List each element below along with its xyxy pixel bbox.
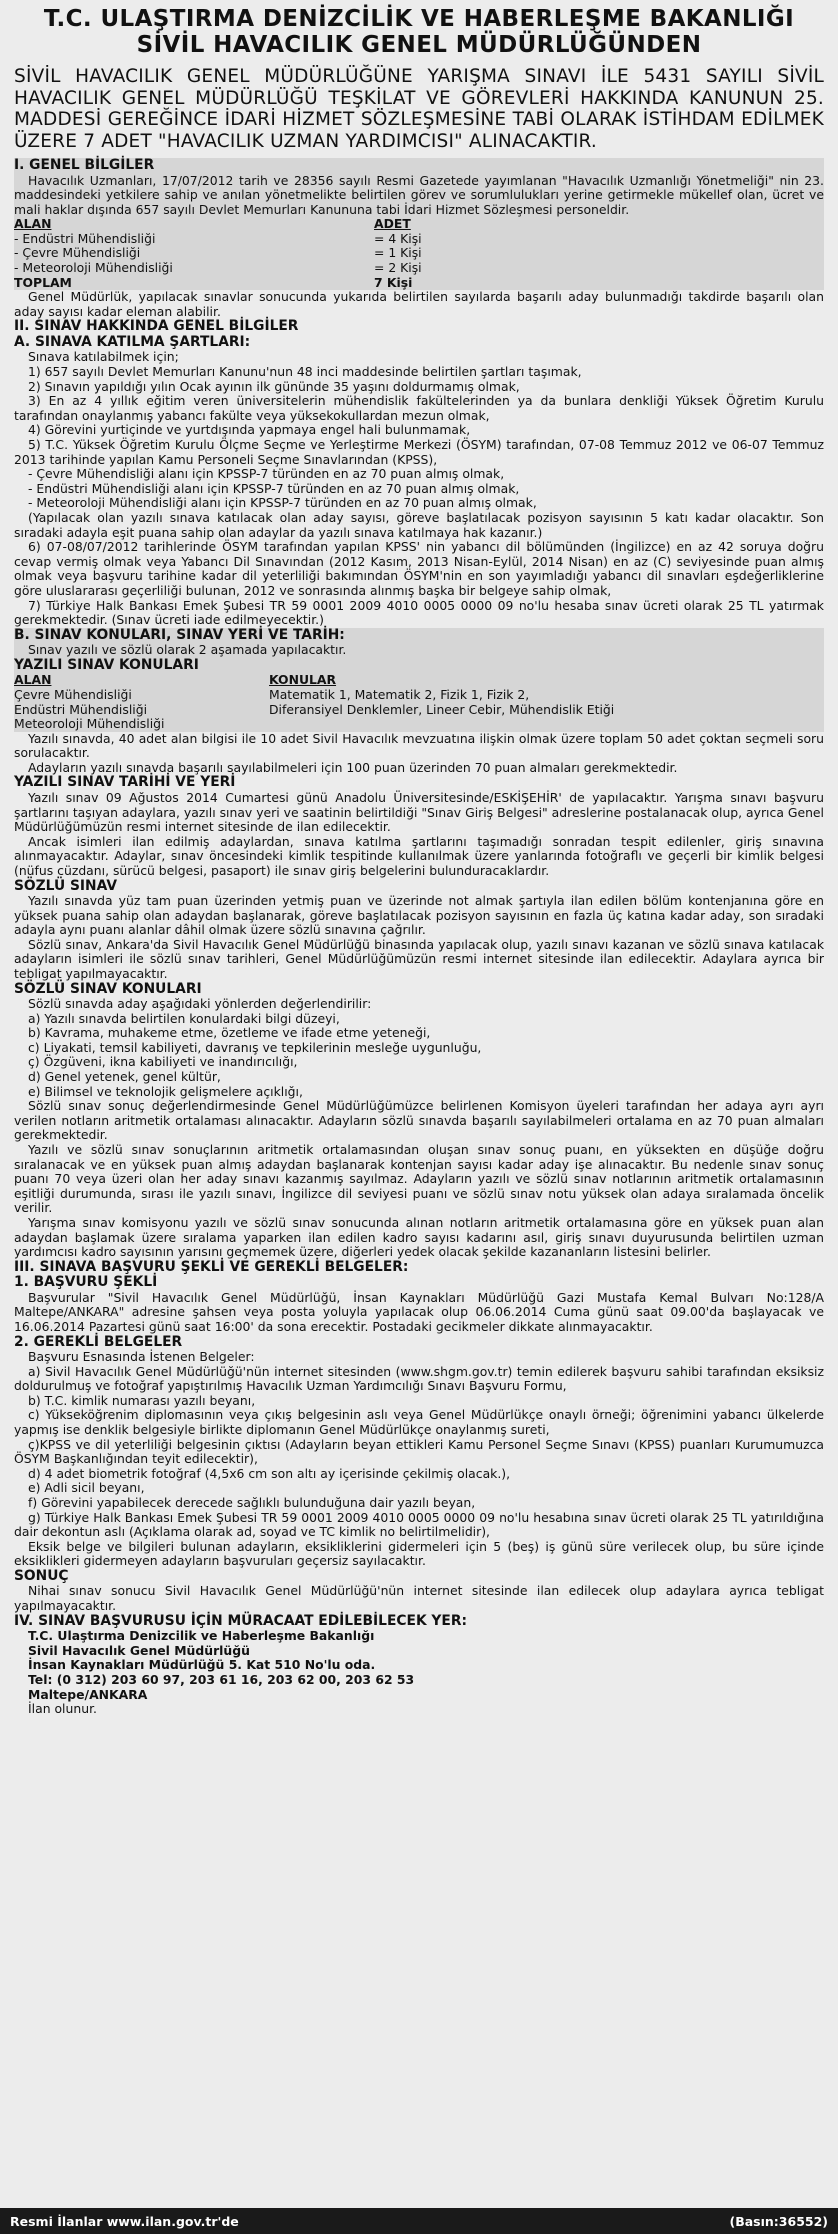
list-item: 7) Türkiye Halk Bankası Emek Şubesi TR 59 0001 2009 4010 0005 0000 09 no'lu hesaba sınav ücreti olarak 25 TL yatırmak gerekmektedir. (Sınav ücreti iade edilmeyecektir.) <box>14 597 824 628</box>
section-4-title: IV. SINAV BAŞVURUSU İÇİN MÜRACAAT EDİLEBİLECEK YER: <box>14 1612 467 1629</box>
list-item: - Çevre Mühendisliği alanı için KPSSP-7 türünden en az 70 puan almış olmak, <box>28 466 505 482</box>
oral-exam-text: Sözlü sınav, Ankara'da Sivil Havacılık Genel Müdürlüğü binasında yapılacak olup, yazılı sınavı kazanan ve sözlü sınava katılacak adayların isimleri ile sözlü sınav tarihleri, Genel Müdürlüğümüzün resmi internet sitesinde ilan edilecektir. Adaylara ayrıca bir tebligat yapılmayacaktır. <box>14 936 824 981</box>
exam-subjects-section <box>14 628 824 732</box>
positions-head-count: ADET <box>374 216 411 232</box>
list-item: Eksik belge ve bilgileri bulunan adayların, eksikliklerini gidermeleri için 5 (beş) iş günü süre verilecek olup, bu süre içinde eksiklikleri gidermeyen adayların başvuruları geçersiz sayılacaktır. <box>14 1538 824 1569</box>
table-row <box>14 717 714 732</box>
oral-subjects-text: Sözlü sınav sonuç değerlendirmesinde Genel Müdürlüğümüzce belirlenen Komisyon üyeleri tarafından her adaya ayrı ayrı verilen notların aritmetik ortalaması alınacaktır. Adayların sözlü sınavda başarılı sayılabilmeleri ortalama en az 70 puan almaları gerekmektedir. <box>14 1098 824 1143</box>
list-item: - Endüstri Mühendisliği alanı için KPSSP-7 türünden en az 70 puan almış olmak, <box>28 480 520 496</box>
section-3-title: III. SINAVA BAŞVURU ŞEKLİ VE GEREKLİ BELGELER: <box>14 1258 409 1275</box>
oral-subjects-text: Yarışma sınav komisyonu yazılı ve sözlü sınav sonucunda alınan notların aritmetik ortalamasına göre en yüksek puan alan adaydan başlamak üzere sıralama yaparken ilan edilen kadro sayısı kadarını asıl, giriş sınavı duyurusunda belirtilen uzman yardımcısı kadro sayısının yarısını geçmemek üzere, diğerleri yedek olacak şekilde kazananların listesini belirler. <box>14 1215 824 1260</box>
contact-line: T.C. Ulaştırma Denizcilik ve Haberleşme Bakanlığı <box>28 1628 375 1644</box>
list-item: c) Liyakati, temsil kabiliyeti, davranış ve tepkilerinin mesleğe uygunluğu, <box>28 1039 482 1055</box>
oral-exam-text: Yazılı sınavda yüz tam puan üzerinden yetmiş puan ve üzerinde not almak şartıyla ilan edilen bölüm kontenjanına göre en yüksek puana sahip olan adaydan başlanarak, göreve başlatılacak pozisyon sayısının en fazla üç katına kadar aday, son sıradaki adayla aynı puanı alanlar dâhil olmak üzere sözlü sınavına çağrılır. <box>14 893 824 938</box>
list-item: b) T.C. kimlik numarası yazılı beyanı, <box>28 1392 256 1408</box>
lead-paragraph: SİVİL HAVACILIK GENEL MÜDÜRLÜĞÜNE YARIŞMA SINAVI İLE 5431 SAYILI SİVİL HAVACILIK GENEL MÜDÜRLÜĞÜ TEŞKİLAT VE GÖREVLERİ HAKKINDA KANUNUN 25. MADDESİ GEREĞİNCE İDARİ HİZMET SÖZLEŞMESİNE TABİ OLARAK İSTİHDAM EDİLMEK ÜZERE 7 ADET "HAVACILIK UZMAN YARDIMCISI" ALINACAKTIR. <box>14 66 824 152</box>
positions-cell: = 2 Kişi <box>374 260 422 276</box>
oral-subjects-intro: Sözlü sınavda aday aşağıdaki yönlerden değerlendirilir: <box>28 996 372 1012</box>
written-exam-date-title: YAZILI SINAV TARİHİ VE YERİ <box>14 774 236 791</box>
contact-line: Maltepe/ANKARA <box>28 1686 148 1702</box>
list-item: 4) Görevini yurtiçinde ve yurtdışında yapmaya engel hali bulunmamak, <box>28 422 471 438</box>
subjects-cell <box>269 717 714 732</box>
section-1-text: Havacılık Uzmanları, 17/07/2012 tarih ve 28356 sayılı Resmi Gazetede yayımlanan "Havacılık Uzmanlığı Yönetmeliği" nin 23. maddesindeki yetkilere sahip ve anılan yönetmelikte belirtilen görev ve sorumlulukları yerine getirmekle mükellef olan, ücret ve mali haklar dışında 657 sayılı Devlet Memurları Kanununa tabi İdari Hizmet Sözleşmesi personeldir. <box>14 172 824 217</box>
table-row <box>14 276 574 291</box>
written-exam-date-text: Ancak isimleri ilan edilmiş adaylardan, sınava katılma şartlarını taşımadığı sonradan tespit edilenler, giriş sınavına alınmayacaktır. Adaylar, sınav öncesindeki kimlik tespitinde kullanılmak üzere yanlarında fotoğraflı ve geçerli bir kimlik belgesi (nüfus cüzdanı, sürücü belgesi, pasaport) ile sınav giriş belgelerini bulunduracaklardır. <box>14 833 824 878</box>
subjects-head-topics: KONULAR <box>269 672 337 688</box>
section-2a-intro: Sınava katılabilmek için; <box>28 349 179 365</box>
list-item: f) Görevini yapabilecek derecede sağlıklı bulunduğuna dair yazılı beyan, <box>28 1495 476 1510</box>
footer-bar <box>0 2208 838 2234</box>
written-exam-text: Adayların yazılı sınavda başarılı sayılabilmeleri için 100 puan üzerinden 70 puan almaları gerekmektedir. <box>28 759 678 775</box>
table-row <box>14 688 714 703</box>
positions-total-label: TOPLAM <box>14 274 72 290</box>
positions-table <box>14 217 574 290</box>
list-item: d) 4 adet biometrik fotoğraf (4,5x6 cm son altı ay içerisinde çekilmiş olacak.), <box>28 1465 511 1481</box>
closing-text: İlan olunur. <box>28 1701 97 1717</box>
written-subjects-title: YAZILI SINAV KONULARI <box>14 656 199 673</box>
footer-website-text: Resmi İlanlar www.ilan.gov.tr'de <box>10 2213 239 2229</box>
list-item: g) Türkiye Halk Bankası Emek Şubesi TR 59 0001 2009 4010 0005 0000 09 no'lu hesabına sınav ücreti olarak 25 TL yatırıldığına dair dekontun aslı (Açıklama olarak ad, soyad ve TC kimlik no belirtilmelidir), <box>14 1509 824 1540</box>
list-item: (Yapılacak olan yazılı sınava katılacak olan aday sayısı, göreve başlatılacak pozisyon sayısının 5 katı kadar olacaktır. Son sıradaki adayla eşit puana sahip olan adaylar da yazılı sınava katılmaya hak kazanır.) <box>14 509 824 540</box>
result-title: SONUÇ <box>14 1567 69 1584</box>
list-item: a) Sivil Havacılık Genel Müdürlüğü'nün internet sitesinden (www.shgm.gov.tr) temin edilerek başvuru sahibi tarafından eksiksiz doldurulmuş ve fotoğraf yapıştırılmış Havacılık Uzman Yardımcılığı Sınavı Başvuru Formu, <box>14 1363 824 1394</box>
contact-line: Sivil Havacılık Genel Müdürlüğü <box>28 1642 250 1658</box>
application-method-title: 1. BAŞVURU ŞEKLİ <box>14 1274 158 1291</box>
required-documents-intro: Başvuru Esnasında İstenen Belgeler: <box>28 1349 255 1365</box>
table-row <box>14 261 574 276</box>
subjects-cell: Matematik 1, Matematik 2, Fizik 1, Fizik 2, <box>269 686 530 702</box>
section-1-title: I. GENEL BİLGİLER <box>14 157 155 173</box>
positions-head-field: ALAN <box>14 216 52 232</box>
oral-subjects-text: Yazılı ve sözlü sınav sonuçlarının aritmetik ortalamasından oluşan sınav sonuç puanı, en yüksekten en düşüğe doğru sıralanacak ve en yüksek puan almış adaydan başlanarak kontenjan sayısı kadar aday işe alınacaktır. Bu nedenle sınav sonuç puanı 70 veya üzeri olan her aday sınavı kazanmış sayılmaz. Adayların yazılı ve sözlü sınav notlarının aritmetik ortalamasının eşitliği durumunda, sırası ile yazılı sınavı, İngilizce dil seviyesi puanı ve sözlü sınav notu yüksek olan adaya sıralamada öncelik verilir. <box>14 1142 824 1216</box>
list-item: a) Yazılı sınavda belirtilen konulardaki bilgi düzeyi, <box>28 1010 340 1026</box>
general-info-section <box>14 158 824 290</box>
table-row <box>14 703 714 718</box>
list-item: e) Adli sicil beyanı, <box>28 1480 145 1496</box>
list-item: 5) T.C. Yüksek Öğretim Kurulu Ölçme Seçme ve Yerleştirme Merkezi (ÖSYM) tarafından, 07-08 Temmuz 2012 ve 06-07 Temmuz 2013 tarihinde yapılan Kamu Personeli Seçme Sınavlarından (KPSS), <box>14 437 824 467</box>
contact-line: İnsan Kaynakları Müdürlüğü 5. Kat 510 No'lu oda. <box>28 1657 376 1673</box>
application-method-text: Başvurular "Sivil Havacılık Genel Müdürlüğü, İnsan Kaynakları Müdürlüğü Gazi Mustafa Kemal Bulvarı No:128/A Maltepe/ANKARA" adresine şahsen veya posta yoluyla yapılacak olup 06.06.2014 Cuma günü saat 09.00'da başlayacak ve 16.06.2014 Pazartesi günü saat 16:00' da sona erecektir. Postadaki gecikmeler dikkate alınmayacaktır. <box>14 1289 824 1334</box>
list-item: 3) En az 4 yıllık eğitim veren üniversitelerin mühendislik fakültelerinden ya da bunlara denkliği Yüksek Öğretim Kurulu tarafından onaylanmış yabancı fakülte veya yüksekokullardan mezun olmak, <box>14 393 824 423</box>
section-2-title: II. SINAV HAKKINDA GENEL BİLGİLER <box>14 318 299 335</box>
written-exam-date-text: Yazılı sınav 09 Ağustos 2014 Cumartesi günü Anadolu Üniversitesinde/ESKİŞEHİR' de yapılacaktır. Yarışma sınavı başvuru şartlarını taşıyan adaylara, yazılı sınav yeri ve saatinin belirtildiği "Sınav Giriş Belgesi" adreslerine postalanacak olup, ayrıca Genel Müdürlüğümüzün resmi internet sitesinde de ilan edilecektir. <box>14 789 824 835</box>
subjects-table <box>14 673 714 731</box>
subjects-cell: Çevre Mühendisliği <box>14 686 132 702</box>
positions-cell: = 1 Kişi <box>374 245 422 261</box>
list-item: 2) Sınavın yapıldığı yılın Ocak ayının ilk gününde 35 yaşını doldurmamış olmak, <box>28 378 520 394</box>
oral-exam-title: SÖZLÜ SINAV <box>14 877 118 894</box>
list-item: ç) Özgüveni, ikna kabiliyeti ve inandırıcılığı, <box>28 1054 298 1070</box>
positions-cell: - Çevre Mühendisliği <box>14 245 141 261</box>
subjects-head-field: ALAN <box>14 672 52 688</box>
positions-cell: = 4 Kişi <box>374 230 422 246</box>
table-row <box>14 246 574 261</box>
footer-press-code: (Basın:36552) <box>729 2213 828 2229</box>
list-item: - Meteoroloji Mühendisliği alanı için KPSSP-7 türünden en az 70 puan almış olmak, <box>28 495 537 511</box>
list-item: 1) 657 sayılı Devlet Memurları Kanunu'nun 48 inci maddesinde belirtilen şartları taşımak, <box>28 364 582 380</box>
result-text: Nihai sınav sonucu Sivil Havacılık Genel Müdürlüğü'nün internet sitesinde ilan edilecek olup adaylara ayrıca tebligat yapılmayacaktır. <box>14 1583 824 1614</box>
positions-total-value: 7 Kişi <box>374 274 413 290</box>
contact-line: Tel: (0 312) 203 60 97, 203 61 16, 203 62 00, 203 62 53 <box>28 1671 415 1687</box>
table-row <box>14 232 574 247</box>
ministry-title: T.C. ULAŞTIRMA DENİZCİLİK VE HABERLEŞME BAKANLIĞI <box>43 6 795 32</box>
list-item: b) Kavrama, muhakeme etme, özetleme ve ifade etme yeteneği, <box>28 1025 431 1041</box>
section-2b-title: B. SINAV KONULARI, SINAV YERİ VE TARİH: <box>14 626 345 643</box>
subjects-cell: Diferansiyel Denklemler, Lineer Cebir, Mühendislik Etiği <box>269 701 615 717</box>
positions-cell: - Endüstri Mühendisliği <box>14 230 156 246</box>
list-item: ç)KPSS ve dil yeterliliği belgesinin çıktısı (Adayların beyan ettikleri Kamu Personel Seçme Sınavı (KPSS) puanları Kurumumuzca ÖSYM Başkanlığından teyit edilecektir), <box>14 1436 824 1467</box>
section-2a-title: A. SINAVA KATILMA ŞARTLARI: <box>14 333 251 350</box>
oral-subjects-title: SÖZLÜ SINAV KONULARI <box>14 980 202 997</box>
list-item: e) Bilimsel ve teknolojik gelişmelere açıklığı, <box>28 1083 303 1099</box>
list-item: c) Yükseköğrenim diplomasının veya çıkış belgesinin aslı veya Genel Müdürlükçe onaylı örneği; öğrenimini yabancı ülkelerde yapmış ise denklik belgesiyle birlikte diplomanın Genel Müdürlükçe onaylanmış sureti, <box>14 1407 824 1438</box>
list-item: d) Genel yetenek, genel kültür, <box>28 1069 221 1085</box>
subjects-cell: Endüstri Mühendisliği <box>14 701 148 717</box>
directorate-title: SİVİL HAVACILIK GENEL MÜDÜRLÜĞÜNDEN <box>136 32 702 58</box>
section-1-note: Genel Müdürlük, yapılacak sınavlar sonucunda yukarıda belirtilen sayılarda başarılı aday bulunmadığı takdirde başarılı olan aday sayısı kadar eleman alabilir. <box>14 289 824 319</box>
subjects-cell: Meteoroloji Mühendisliği <box>14 716 165 732</box>
list-item: 6) 07-08/07/2012 tarihlerinde ÖSYM tarafından yapılan KPSS' nin yabancı dil bölümünden (İngilizce) en az 42 soruya doğru cevap vermiş olmak veya Yabancı Dil Sınavından (2012 Kasım, 2013 Nisan-Eylül, 2014 Nisan) en az (C) seviyesinde puan almış olmak veya başvuru tarihine kadar dil yeterliliği bakımından ÖSYM'nin en son yayımladığı yabancı dil sınavları eşdeğerliklerine göre uluslararası geçerliliği bulunan, 2012 ve sonrasında alınmış başka bir belgeye sahip olmak, <box>14 539 824 598</box>
positions-cell: - Meteoroloji Mühendisliği <box>14 260 173 276</box>
section-2b-intro: Sınav yazılı ve sözlü olarak 2 aşamada yapılacaktır. <box>28 642 347 658</box>
required-documents-title: 2. GEREKLİ BELGELER <box>14 1333 183 1350</box>
written-exam-text: Yazılı sınavda, 40 adet alan bilgisi ile 10 adet Sivil Havacılık mevzuatına ilişkin olmak üzere toplam 50 adet çoktan seçmeli soru sorulacaktır. <box>14 730 824 761</box>
